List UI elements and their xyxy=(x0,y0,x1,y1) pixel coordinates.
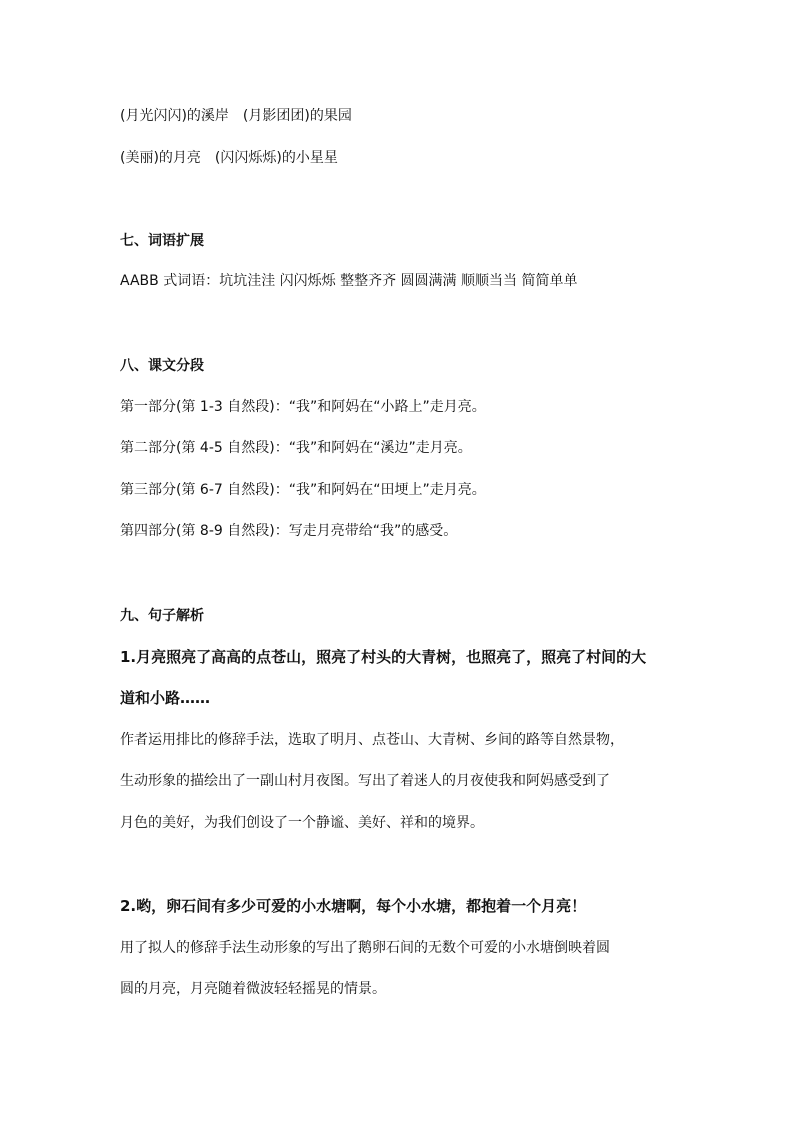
section-8-part-4: 第四部分(第 8-9 自然段)：写走月亮带给“我”的感受。 xyxy=(120,523,458,539)
sentence-2-analysis-1: 用了拟人的修辞手法生动形象的写出了鹅卵石间的无数个可爱的小水塘倒映着圆 xyxy=(120,940,610,956)
section-8-heading: 八、课文分段 xyxy=(120,358,204,374)
phrase-line-2: (美丽)的月亮 (闪闪烁烁)的小星星 xyxy=(120,150,338,166)
sentence-2-line-1: 2.哟，卵石间有多少可爱的小水塘啊，每个小水塘，都抱着一个月亮！ xyxy=(120,897,587,915)
sentence-2-analysis-2: 圆的月亮，月亮随着微波轻轻摇晃的情景。 xyxy=(120,981,386,997)
sentence-1-analysis-3: 月色的美好，为我们创设了一个静谧、美好、祥和的境界。 xyxy=(120,815,484,831)
section-8-part-1: 第一部分(第 1-3 自然段)：“我”和阿妈在“小路上”走月亮。 xyxy=(120,399,486,415)
sentence-1-line-2: 道和小路…… xyxy=(120,689,211,707)
sentence-1-line-1: 1.月亮照亮了高高的点苍山，照亮了村头的大青树，也照亮了，照亮了村间的大 xyxy=(120,648,647,666)
phrase-line-1: (月光闪闪)的溪岸 (月影团团)的果园 xyxy=(120,108,352,124)
section-9-heading: 九、句子解析 xyxy=(120,608,204,624)
section-8-part-3: 第三部分(第 6-7 自然段)：“我”和阿妈在“田埂上”走月亮。 xyxy=(120,482,486,498)
sentence-1-analysis-2: 生动形象的描绘出了一副山村月夜图。写出了着迷人的月夜使我和阿妈感受到了 xyxy=(120,773,610,789)
sentence-1-analysis-1: 作者运用排比的修辞手法，选取了明月、点苍山、大青树、乡间的路等自然景物， xyxy=(120,732,624,748)
section-8-part-2: 第二部分(第 4-5 自然段)：“我”和阿妈在“溪边”走月亮。 xyxy=(120,440,472,456)
section-7-content: AABB 式词语：坑坑洼洼 闪闪烁烁 整整齐齐 圆圆满满 顺顺当当 简简单单 xyxy=(120,273,578,289)
section-7-heading: 七、词语扩展 xyxy=(120,233,204,249)
